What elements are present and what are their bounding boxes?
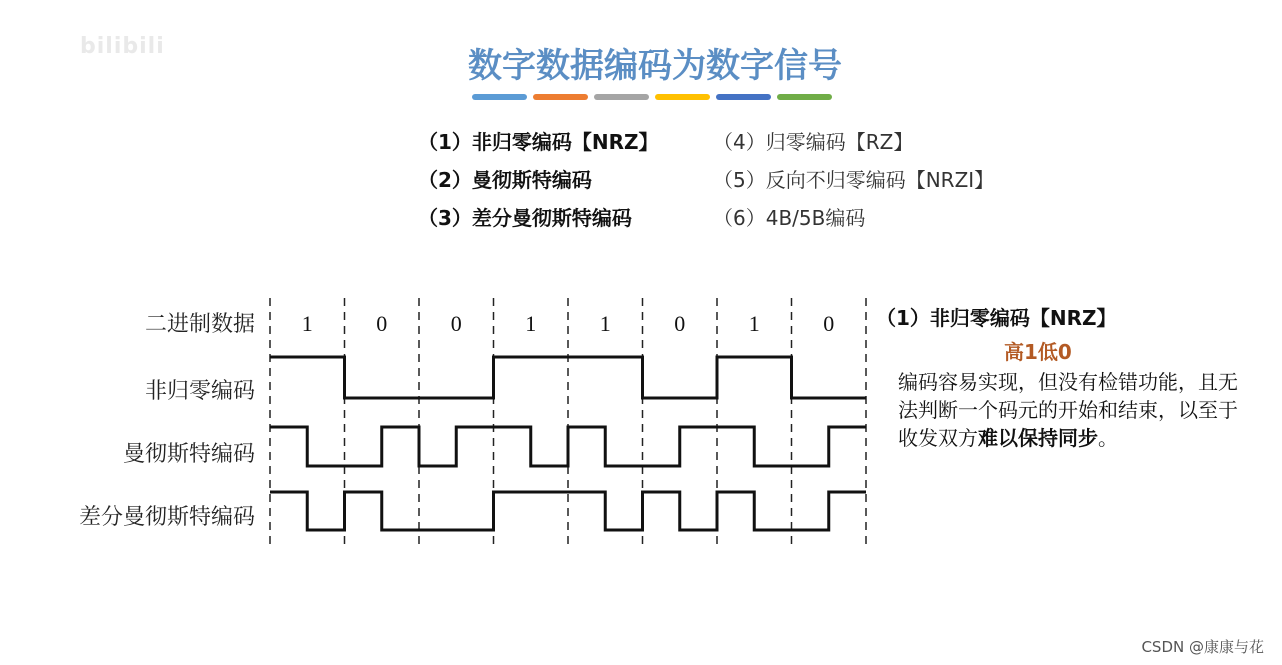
method-item-4b5b: （6）4B/5B编码 bbox=[713, 206, 866, 230]
csdn-credit: CSDN @康康与花 bbox=[1141, 638, 1264, 656]
nrz-waveform bbox=[270, 357, 866, 398]
method-item-nrz: （1）非归零编码【NRZ】 bbox=[418, 130, 659, 154]
method-item-nrzi: （5）反向不归零编码【NRZI】 bbox=[713, 168, 995, 192]
bit-label: 1 bbox=[599, 311, 611, 336]
bit-label: 0 bbox=[450, 311, 462, 336]
method-item-diff-manchester: （3）差分曼彻斯特编码 bbox=[418, 206, 632, 230]
manchester-waveform bbox=[270, 427, 866, 466]
method-item-rz: （4）归零编码【RZ】 bbox=[713, 130, 914, 154]
page-title: 数字数据编码为数字信号 bbox=[468, 46, 842, 86]
bit-label: 0 bbox=[376, 311, 388, 336]
nrz-description-end: 。 bbox=[1098, 426, 1118, 450]
row-label-manchester: 曼彻斯特编码 bbox=[122, 442, 255, 467]
nrz-description-text: 编码容易实现，但没有检错功能，且无法判断一个码元的开始和结束，以至于收发双方 bbox=[898, 370, 1238, 450]
bit-label: 1 bbox=[748, 311, 760, 336]
nrz-description-emphasis: 难以保持同步 bbox=[978, 426, 1098, 450]
bit-dividers bbox=[270, 298, 866, 545]
bit-label: 0 bbox=[823, 311, 835, 336]
bit-label: 1 bbox=[525, 311, 537, 336]
row-label-nrz: 非归零编码 bbox=[144, 379, 255, 404]
row-label-diff-manchester: 差分曼彻斯特编码 bbox=[78, 505, 255, 530]
bit-label: 1 bbox=[301, 311, 313, 336]
nrz-heading: （1）非归零编码【NRZ】 bbox=[876, 306, 1117, 330]
bilibili-watermark: bilibili bbox=[80, 34, 165, 59]
bit-label: 0 bbox=[674, 311, 686, 336]
method-item-manchester: （2）曼彻斯特编码 bbox=[418, 168, 592, 192]
nrz-description bbox=[898, 368, 1238, 452]
row-label-binary: 二进制数据 bbox=[144, 312, 255, 337]
nrz-rule: 高1低0 bbox=[1004, 340, 1072, 364]
